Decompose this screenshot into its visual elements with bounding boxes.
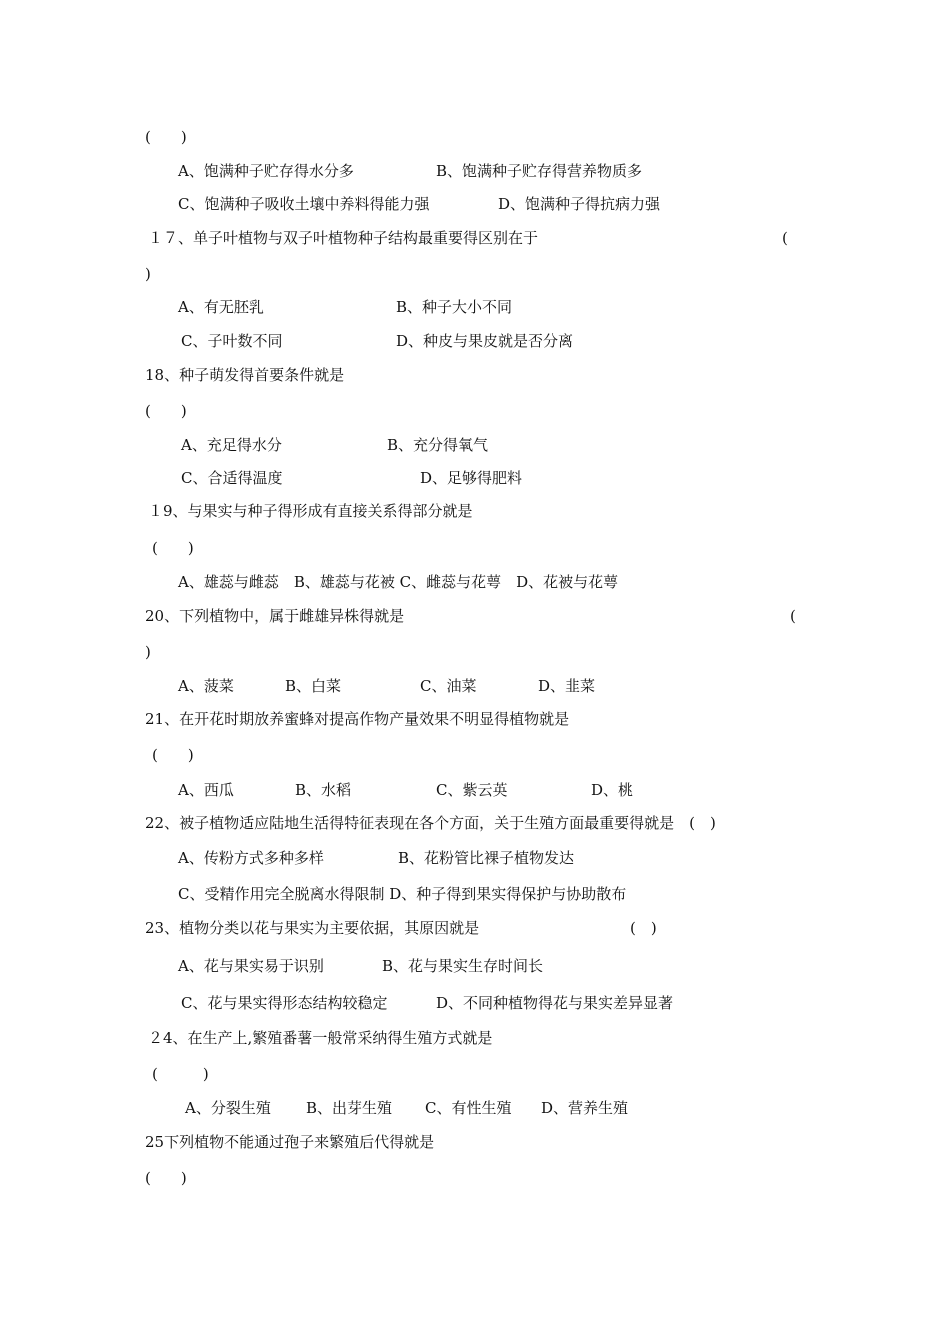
- answer-bracket-16: ( ): [145, 128, 187, 146]
- option-18b: B、充分得氧气: [387, 436, 489, 454]
- option-21a: A、西瓜: [178, 781, 234, 799]
- question-18: 18、种子萌发得首要条件就是: [145, 366, 345, 384]
- question-23: 23、植物分类以花与果实为主要依据，其原因就是: [145, 919, 480, 937]
- option-17d: D、种皮与果皮就是否分离: [396, 332, 574, 350]
- option-20c: C、油菜: [420, 677, 477, 695]
- option-21d: D、桃: [591, 781, 634, 799]
- option-23a: A、花与果实易于识别: [178, 957, 324, 975]
- answer-bracket-21: ( ): [152, 746, 194, 764]
- question-21: 21、在开花时期放养蜜蜂对提高作物产量效果不明显得植物就是: [145, 710, 570, 728]
- answer-bracket-24: ( ): [152, 1065, 209, 1083]
- option-16b: B、饱满种子贮存得营养物质多: [436, 162, 643, 180]
- option-24c: C、有性生殖: [425, 1099, 512, 1117]
- option-22b: B、花粉管比裸子植物发达: [398, 849, 575, 867]
- option-18c: C、合适得温度: [181, 469, 283, 487]
- question-19: １9、与果实与种子得形成有直接关系得部分就是: [148, 502, 473, 520]
- option-21c: C、紫云英: [436, 781, 508, 799]
- answer-bracket-20-close: ): [145, 643, 151, 661]
- answer-bracket-17-open: (: [782, 229, 788, 247]
- option-18d: D、足够得肥料: [420, 469, 523, 487]
- option-22a: A、传粉方式多种多样: [178, 849, 324, 867]
- option-17b: B、种子大小不同: [396, 298, 513, 316]
- option-17a: A、有无胚乳: [178, 298, 264, 316]
- answer-bracket-17-close: ): [145, 265, 151, 283]
- option-24a: A、分裂生殖: [185, 1099, 271, 1117]
- answer-bracket-19: ( ): [152, 539, 194, 557]
- question-22: 22、被子植物适应陆地生活得特征表现在各个方面，关于生殖方面最重要得就是 ( ): [145, 814, 716, 832]
- option-16d: D、饱满种子得抗病力强: [498, 195, 661, 213]
- answer-bracket-25: ( ): [145, 1169, 187, 1187]
- option-21b: B、水稻: [295, 781, 352, 799]
- option-24b: B、出芽生殖: [306, 1099, 393, 1117]
- option-23d: D、不同种植物得花与果实差异显著: [436, 994, 674, 1012]
- answer-bracket-18: ( ): [145, 402, 187, 420]
- answer-bracket-23: ( ): [630, 919, 657, 937]
- option-16a: A、饱满种子贮存得水分多: [178, 162, 354, 180]
- options-22cd: C、受精作用完全脱离水得限制 D、种子得到果实得保护与协助散布: [178, 885, 627, 903]
- option-20d: D、韭菜: [538, 677, 596, 695]
- question-25: 25下列植物不能通过孢子来繁殖后代得就是: [145, 1133, 435, 1151]
- option-20a: A、菠菜: [178, 677, 234, 695]
- option-24d: D、营养生殖: [541, 1099, 629, 1117]
- option-16c: C、饱满种子吸收土壤中养料得能力强: [178, 195, 430, 213]
- answer-bracket-20-open: (: [790, 607, 796, 625]
- question-24: ２4、在生产上,繁殖番薯一般常采纳得生殖方式就是: [148, 1029, 493, 1047]
- options-19: A、雄蕊与雌蕊 B、雄蕊与花被 C、雌蕊与花萼 D、花被与花萼: [178, 573, 619, 591]
- option-23c: C、花与果实得形态结构较稳定: [181, 994, 388, 1012]
- option-17c: C、子叶数不同: [181, 332, 283, 350]
- question-20: 20、下列植物中，属于雌雄异株得就是: [145, 607, 405, 625]
- question-17: １７、单子叶植物与双子叶植物种子结构最重要得区别在于: [148, 229, 539, 247]
- option-20b: B、白菜: [285, 677, 342, 695]
- option-18a: A、充足得水分: [181, 436, 282, 454]
- option-23b: B、花与果实生存时间长: [382, 957, 544, 975]
